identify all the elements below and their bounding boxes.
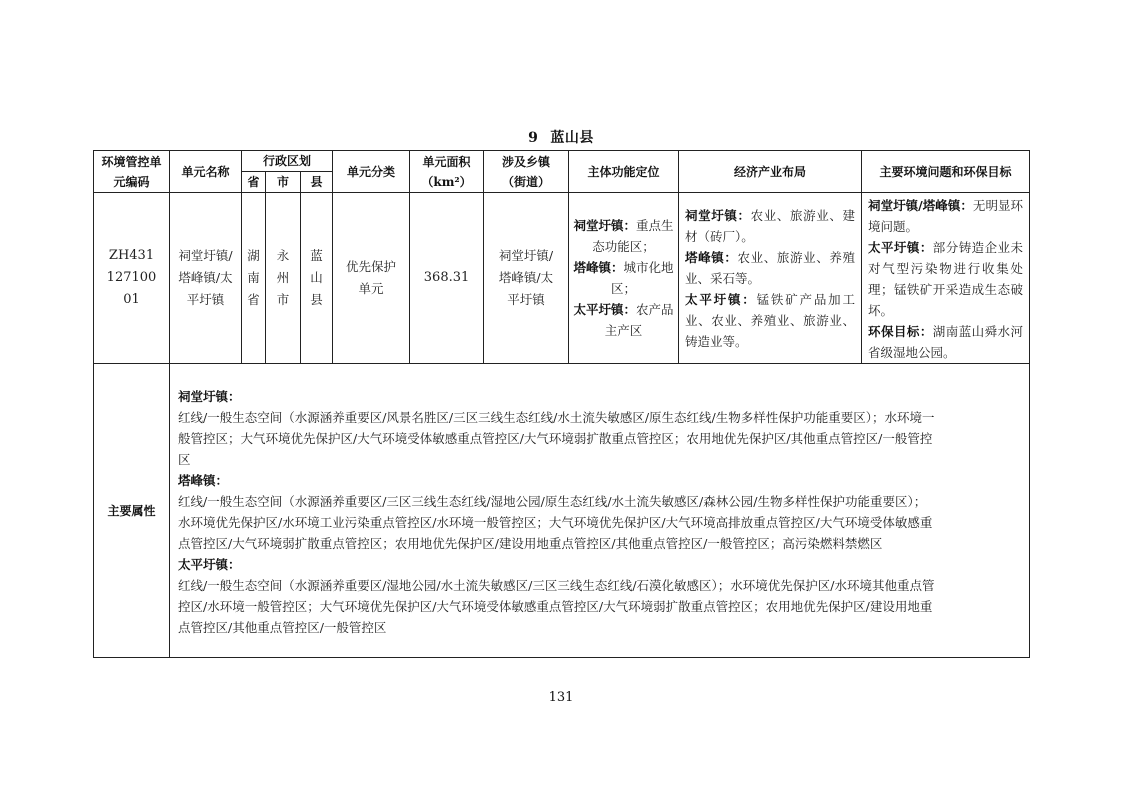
header-code: 环境管控单元编码 xyxy=(94,151,170,193)
problem-text-1: 无明显环境问题。 xyxy=(868,198,1024,234)
attr-line: 红线/一般生态空间（水源涵养重要区/湿地公园/水土流失敏感区/三区三线生态红线/石漠化敏感区）；水环境优先保护区/水环境其他重点管 xyxy=(178,578,935,593)
cell-unit-name: 祠堂圩镇/塔峰镇/太平圩镇 xyxy=(170,193,242,364)
cell-county: 蓝山县 xyxy=(301,193,333,364)
section-name: 蓝山县 xyxy=(550,130,594,146)
header-area: 单元面积（km²） xyxy=(410,151,484,193)
header-province: 省 xyxy=(242,172,266,193)
cell-economy xyxy=(679,193,862,364)
problem-text-2: 部分铸造企业未对气型污染物进行收集处理；锰铁矿开采造成生态破坏。 xyxy=(868,240,1024,318)
economy-town-2: 塔峰镇： xyxy=(685,249,738,265)
header-economy: 经济产业布局 xyxy=(679,151,862,193)
header-city: 市 xyxy=(266,172,301,193)
function-town-2: 塔峰镇： xyxy=(573,260,624,275)
attributes-content xyxy=(170,364,1030,658)
section-title xyxy=(0,127,1122,147)
header-unit-name: 单元名称 xyxy=(170,151,242,193)
header-problems: 主要环境问题和环保目标 xyxy=(862,151,1030,193)
cell-code: ZH43112710001 xyxy=(94,193,170,364)
cell-area: 368.31 xyxy=(410,193,484,364)
attr-line: 区 xyxy=(178,452,191,467)
function-town-3: 太平圩镇： xyxy=(573,302,637,317)
page-number: 131 xyxy=(548,690,574,705)
attr-line: 水环境优先保护区/水环境工业污染重点管控区/水环境一般管控区；大气环境优先保护区/大气环境高排放重点管控区/大气环境受体敏感重 xyxy=(178,515,933,530)
economy-town-3: 太平圩镇： xyxy=(685,291,757,307)
attr-line: 点管控区/大气环境弱扩散重点管控区；农用地优先保护区/建设用地重点管控区/其他重点管控区/一般管控区；高污染燃料禁燃区 xyxy=(178,536,883,551)
attr-town-2: 塔峰镇： xyxy=(178,473,229,488)
cell-function xyxy=(569,193,679,364)
economy-text-1: 农业、旅游业、建材（砖厂）。 xyxy=(685,207,856,244)
attr-line: 点管控区/其他重点管控区/一般管控区 xyxy=(178,620,387,635)
attr-line: 控区/水环境一般管控区；大气环境优先保护区/大气环境受体敏感重点管控区/大气环境弱扩散重点管控区；农用地优先保护区/建设用地重 xyxy=(178,599,933,614)
economy-text-2: 农业、旅游业、养殖业、采石等。 xyxy=(685,249,856,286)
attr-line: 红线/一般生态空间（水源涵养重要区/三区三线生态红线/湿地公园/原生态红线/水土流失敏感区/森林公园/生物多样性保护功能重要区）； xyxy=(178,494,927,509)
header-function: 主体功能定位 xyxy=(569,151,679,193)
economy-text-3: 锰铁矿产品加工业、农业、养殖业、旅游业、铸造业等。 xyxy=(685,291,856,349)
attr-town-3: 太平圩镇： xyxy=(178,557,241,572)
function-town-1: 祠堂圩镇： xyxy=(573,218,637,233)
function-text-1: 重点生态功能区； xyxy=(592,218,674,254)
economy-town-1: 祠堂圩镇： xyxy=(685,207,751,223)
attr-line: 般管控区；大气环境优先保护区/大气环境受体敏感重点管控区/大气环境弱扩散重点管控区；农用地优先保护区/其他重点管控区/一般管控 xyxy=(178,431,933,446)
header-towns: 涉及乡镇（街道） xyxy=(484,151,569,193)
control-unit-table xyxy=(93,150,1030,658)
function-text-2: 城市化地区； xyxy=(611,260,674,296)
cell-category: 优先保护单元 xyxy=(333,193,410,364)
header-county: 县 xyxy=(301,172,333,193)
cell-problems xyxy=(862,193,1030,364)
attributes-label: 主要属性 xyxy=(94,364,170,658)
attr-line: 红线/一般生态空间（水源涵养重要区/风景名胜区/三区三线生态红线/水土流失敏感区/原生态红线/生物多样性保护功能重要区）；水环境一 xyxy=(178,410,935,425)
section-number: 9 xyxy=(528,130,539,146)
problem-target-text: 湖南蓝山舜水河省级湿地公园。 xyxy=(868,324,1024,360)
header-admin: 行政区划 xyxy=(242,151,333,172)
function-text-3: 农产品主产区 xyxy=(604,302,674,338)
problem-town-1: 祠堂圩镇/塔峰镇： xyxy=(868,198,973,213)
cell-province: 湖南省 xyxy=(242,193,266,364)
header-category: 单元分类 xyxy=(333,151,410,193)
cell-city: 永州市 xyxy=(266,193,301,364)
problem-target: 环保目标： xyxy=(868,324,933,339)
attr-town-1: 祠堂圩镇： xyxy=(178,389,241,404)
problem-town-2: 太平圩镇： xyxy=(868,240,933,255)
cell-towns: 祠堂圩镇/塔峰镇/太平圩镇 xyxy=(484,193,569,364)
